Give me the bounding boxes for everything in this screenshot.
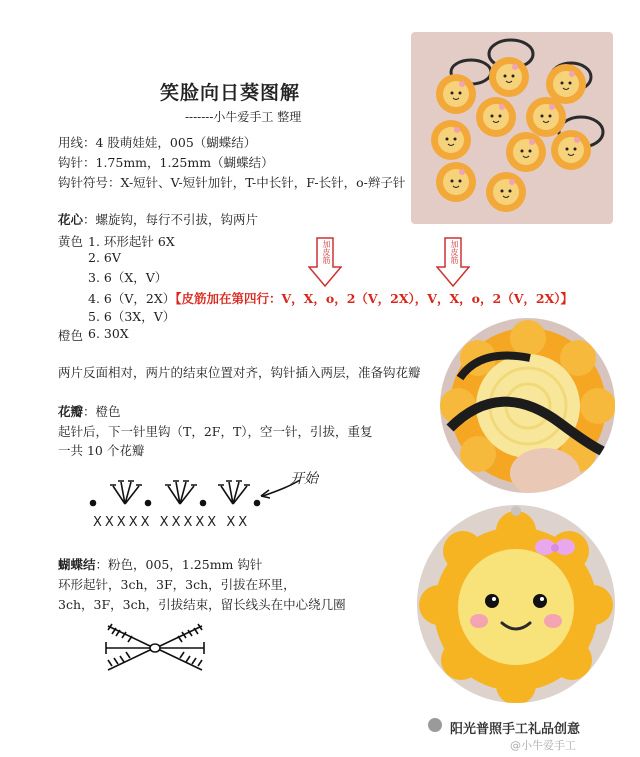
bow-heading-line xyxy=(58,555,262,573)
petal-chart xyxy=(85,468,365,542)
page-title: 笑脸向日葵图解 xyxy=(160,82,301,104)
center-row-4-line xyxy=(88,289,573,307)
yellow-label: 黄色 xyxy=(58,234,84,249)
petal-color: ：橙色 xyxy=(83,404,121,419)
center-row-6: 6. 30X xyxy=(88,326,129,341)
petal-line-1: 起针后，下一针里钩（T，2F，T），空一针，引拔，重复 xyxy=(58,424,373,439)
center-row-2: 2. 6V xyxy=(88,250,121,265)
bow-chart-svg xyxy=(100,618,210,678)
arrow-label-1: 加皮筋 xyxy=(322,240,331,264)
center-row-4: 4. 6（V，2X） xyxy=(88,291,176,306)
sunflower-hairband-image xyxy=(440,318,615,493)
wechat-icon xyxy=(428,718,442,732)
photo-sunflower-collection xyxy=(411,32,613,224)
arrow-add-band-1 xyxy=(308,237,342,291)
footer-watermark: @小牛爱手工 xyxy=(510,739,576,752)
materials-symbols: 钩针符号：X-短针、V-短针加针，T-中长针，F-长针，o-辫子针 xyxy=(58,175,406,190)
center-row-1: 1. 环形起针 6X xyxy=(88,234,175,249)
center-desc: ：螺旋钩，每行不引拔，钩两片 xyxy=(83,212,259,227)
arrow-label-2: 加皮筋 xyxy=(450,240,459,264)
footer-brand xyxy=(428,718,638,736)
row4-note: 【皮筋加在第四行：V，X，o，2（V，2X），V，X，o，2（V，2X）】 xyxy=(175,291,574,306)
center-row-3: 3. 6（X，V） xyxy=(88,270,168,285)
center-row-5: 5. 6（3X，V） xyxy=(88,309,176,324)
photo-sunflower-hairband xyxy=(440,318,615,493)
bow-line-1: ：粉色，005，1.25mm 钩针 xyxy=(95,557,263,572)
start-label: 开始 xyxy=(290,471,318,487)
arrow-add-band-2 xyxy=(436,237,470,291)
stitch-row: XXXXX XXXXX XX xyxy=(93,515,251,530)
join-text: 两片反面相对，两片的结束位置对齐，钩针插入两层，准备钩花瓣 xyxy=(58,365,421,380)
center-heading-line xyxy=(58,210,258,228)
orange-label: 橙色 xyxy=(58,328,84,343)
petal-heading: 花瓣 xyxy=(58,404,84,419)
footer-brand-text: 阳光普照手工礼品创意 xyxy=(450,722,581,737)
materials-hook: 钩针：1.75mm，1.25mm（蝴蝶结） xyxy=(58,155,274,170)
byline: -------小牛爱手工 整理 xyxy=(185,110,302,124)
materials-yarn: 用线：4 股萌娃娃，005（蝴蝶结） xyxy=(58,135,257,150)
petal-heading-line xyxy=(58,402,121,420)
photo-smiling-sunflower xyxy=(417,505,615,703)
petal-line-2: 一共 10 个花瓣 xyxy=(58,443,145,458)
bow-line-2: 环形起针，3ch，3F，3ch，引拔在环里， xyxy=(58,577,296,592)
bow-heading: 蝴蝶结 xyxy=(58,557,96,572)
sunflower-collection-image xyxy=(411,32,613,224)
center-heading: 花心 xyxy=(58,212,84,227)
bow-chart xyxy=(100,618,210,682)
bow-line-3: 3ch，3F，3ch，引拔结束，留长线头在中心绕几圈 xyxy=(58,597,346,612)
smiling-sunflower-image xyxy=(417,505,615,703)
